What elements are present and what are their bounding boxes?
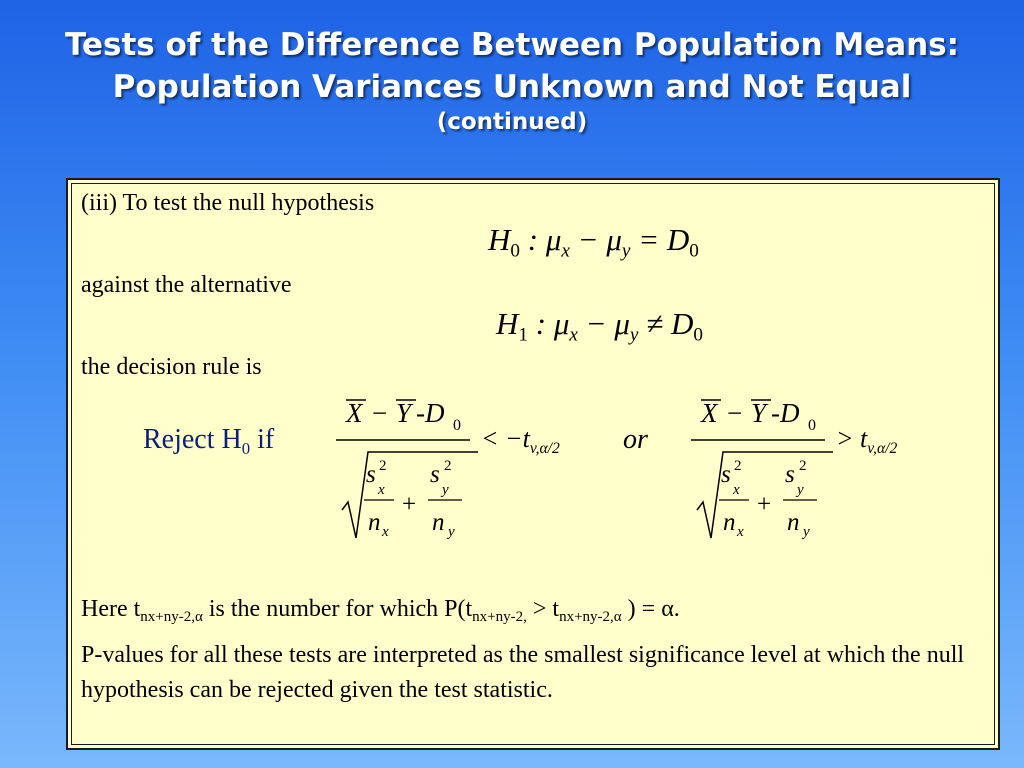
- reject-text: Reject H: [143, 424, 242, 455]
- h1-rel: ≠ D: [638, 306, 694, 341]
- svg-text:n: n: [432, 509, 445, 536]
- reject-label: [143, 424, 274, 459]
- svg-text:X: X: [346, 398, 363, 428]
- left-rel: < −t: [481, 424, 530, 453]
- svg-text:+: +: [757, 491, 772, 518]
- h0-mu-x: : μ: [520, 222, 562, 257]
- left-condition: [481, 424, 560, 458]
- title-continued: (continued): [436, 109, 588, 135]
- svg-text:-D: -D: [771, 398, 800, 428]
- svg-text:X: X: [701, 398, 718, 428]
- svg-text:−: −: [372, 398, 388, 428]
- foot-t2-sub: nx+ny-2,α: [559, 609, 622, 625]
- p-values-note: P-values for all these tests are interpreted as the smallest significance level at which the null hypothesis can be rejected given the test statistic.: [81, 642, 965, 703]
- h0-rhs-sub: 0: [689, 240, 699, 262]
- svg-text:y: y: [797, 482, 804, 498]
- svg-text:s: s: [785, 461, 795, 488]
- svg-text:0: 0: [453, 417, 461, 434]
- h1-lhs-sub: 1: [518, 324, 528, 346]
- h1-minus-mu: − μ: [577, 306, 630, 341]
- h0-minus-mu: − μ: [569, 222, 622, 257]
- or-word: or: [623, 424, 648, 455]
- h1-sub-x: x: [569, 324, 578, 346]
- svg-text:y: y: [448, 524, 455, 540]
- decision-rule-intro: the decision rule is: [81, 354, 262, 380]
- svg-text:n: n: [723, 509, 736, 536]
- svg-text:n: n: [368, 509, 381, 536]
- alternative-intro: against the alternative: [81, 272, 292, 298]
- slide-title: [0, 24, 1024, 136]
- foot-p-sub: nx+ny-2,: [472, 609, 527, 625]
- h0-rel: = D: [630, 222, 690, 257]
- h0-lhs: H: [488, 222, 511, 257]
- svg-text:s: s: [430, 461, 440, 488]
- foot-gt: > t: [526, 596, 560, 622]
- h0-sub-y: y: [621, 240, 631, 262]
- foot-end: ) = α.: [621, 596, 680, 622]
- svg-text:y: y: [442, 482, 449, 498]
- foot-mid: is the number for which P(t: [202, 596, 473, 622]
- svg-text:−: −: [727, 398, 743, 428]
- foot-t-sub: nx+ny-2,α: [140, 609, 203, 625]
- svg-text:y: y: [803, 524, 810, 540]
- svg-text:2: 2: [799, 458, 807, 474]
- svg-text:x: x: [382, 524, 389, 540]
- right-rel: > t: [836, 424, 868, 453]
- svg-text:-D: -D: [416, 398, 445, 428]
- content-panel: [66, 178, 1000, 750]
- h1-lhs: H: [496, 306, 519, 341]
- critical-value-definition: [81, 592, 680, 635]
- h1-sub-y: y: [629, 324, 639, 346]
- svg-text:Y: Y: [751, 398, 767, 428]
- svg-text:s: s: [721, 461, 731, 488]
- right-rel-sub: v,α/2: [867, 440, 898, 458]
- svg-text:s: s: [366, 461, 376, 488]
- h0-lhs-sub: 0: [510, 240, 520, 262]
- svg-text:Y: Y: [396, 398, 412, 428]
- h1-rhs-sub: 0: [693, 324, 703, 346]
- svg-text:0: 0: [808, 417, 816, 434]
- svg-text:2: 2: [734, 458, 742, 474]
- svg-text:2: 2: [379, 458, 387, 474]
- svg-text:x: x: [737, 524, 744, 540]
- reject-if: if: [250, 424, 275, 455]
- left-rel-sub: v,α/2: [529, 440, 560, 458]
- h1-formula: [496, 306, 703, 347]
- svg-text:+: +: [402, 491, 417, 518]
- right-condition: [836, 424, 897, 458]
- left-test-statistic: [328, 390, 488, 550]
- right-test-statistic: [683, 390, 843, 550]
- null-hypothesis-intro: (iii) To test the null hypothesis: [81, 190, 375, 216]
- h0-formula: [488, 222, 699, 263]
- h1-mu-x: : μ: [528, 306, 570, 341]
- svg-text:n: n: [787, 509, 800, 536]
- title-line-1: Tests of the Difference Between Population Means:: [64, 27, 960, 63]
- title-line-2: Population Variances Unknown and Not Equal: [112, 69, 912, 105]
- svg-text:2: 2: [444, 458, 452, 474]
- foot-here: Here t: [81, 596, 141, 622]
- reject-sub: 0: [241, 438, 251, 458]
- svg-text:x: x: [733, 482, 740, 498]
- svg-text:x: x: [378, 482, 385, 498]
- h0-sub-x: x: [561, 240, 570, 262]
